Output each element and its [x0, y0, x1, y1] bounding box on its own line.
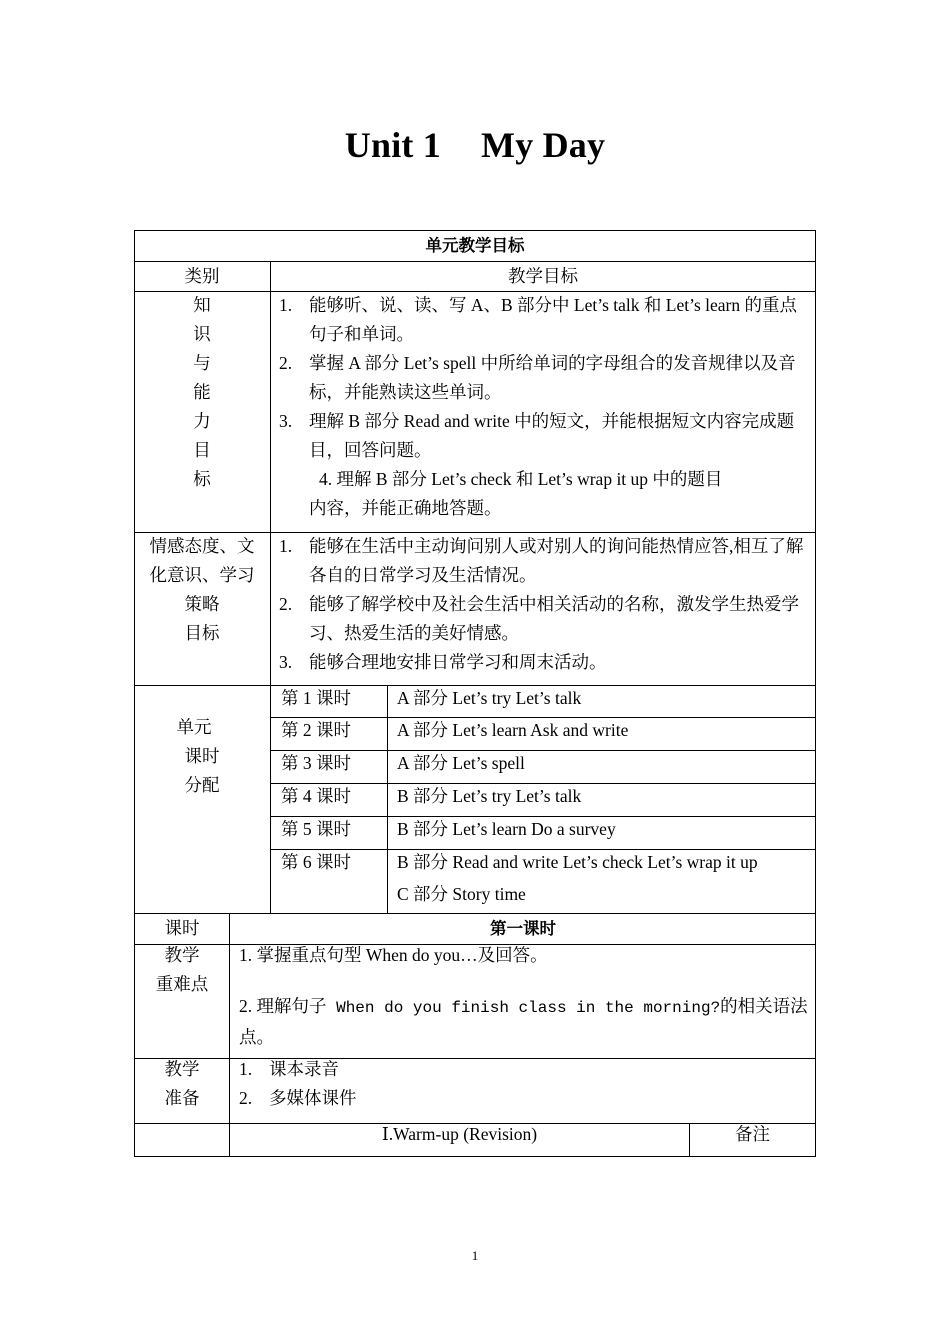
list-item: 1. 课本录音: [239, 1059, 339, 1079]
prep-content: [231, 1055, 811, 1113]
keypoint-2: 2. 理解句子 When do you finish class in the morning?的相关语法点。: [239, 996, 808, 1047]
knowledge-goals: [271, 291, 811, 523]
period-label: 课时: [164, 918, 200, 938]
schedule-label: 单元 课时 分配: [176, 717, 220, 795]
affective-label: 情感态度、文 化意识、学习 策略 目标: [149, 536, 255, 643]
period-5: 第 5 课时: [281, 819, 351, 839]
list-item: 2. 多媒体课件: [239, 1088, 357, 1108]
keypoints-content: [239, 941, 811, 1052]
keypoint-1: 1. 掌握重点句型 When do you…及回答。: [239, 945, 548, 965]
period-3: 第 3 课时: [281, 753, 351, 773]
period-2-content: A 部分 Let’s learn Ask and write: [397, 720, 629, 740]
period-4: 第 4 课时: [281, 786, 351, 806]
period-6: 第 6 课时: [281, 852, 351, 872]
list-item: 3. 理解 B 部分 Read and write 中的短文，并能根据短文内容完成题目，回答问题。: [279, 411, 795, 460]
period-6-content: B 部分 Read and write Let’s check Let’s wrap it up C 部分 Story time: [397, 852, 758, 904]
knowledge-label: 知 识 与 能 力 目 标: [193, 295, 211, 489]
list-item: 2. 掌握 A 部分 Let’s spell 中所给单词的字母组合的发音规律以及音标，并能熟读这些单词。: [279, 353, 796, 402]
period-4-content: B 部分 Let’s try Let’s talk: [397, 786, 582, 806]
list-item: 1. 能够听、说、读、写 A、B 部分中 Let’s talk 和 Let’s learn 的重点句子和单词。: [279, 295, 798, 344]
goal-header: 教学目标: [508, 266, 578, 286]
category-header: 类别: [184, 266, 220, 286]
affective-goals: [271, 532, 811, 677]
prep-label: 教学 准备: [164, 1059, 200, 1108]
period-2: 第 2 课时: [281, 720, 351, 740]
unit-goals-heading: 单元教学目标: [425, 236, 525, 255]
list-item: 3. 能够合理地安排日常学习和周末活动。: [279, 652, 607, 672]
keypoints-label: 教学 重难点: [155, 945, 209, 994]
notes-header: 备注: [735, 1124, 770, 1144]
document-title: Unit 1 My Day: [344, 125, 606, 165]
period-3-content: A 部分 Let’s spell: [397, 753, 525, 773]
list-item-continuation: 内容，并能正确地答题。: [309, 498, 502, 518]
list-item: 2. 能够了解学校中及社会生活中相关活动的名称，激发学生热爱学习、热爱生活的美好情感。: [279, 594, 799, 643]
period-1: 第 1 课时: [281, 688, 351, 708]
period-1-content: A 部分 Let’s try Let’s talk: [397, 688, 582, 708]
lesson-title: 第一课时: [490, 919, 556, 938]
warmup-heading: Ⅰ.Warm-up (Revision): [381, 1124, 538, 1144]
list-item: 4. 理解 B 部分 Let’s check 和 Let’s wrap it up 中的题目: [319, 469, 723, 489]
list-item: 1. 能够在生活中主动询问别人或对别人的询问能热情应答,相互了解各自的日常学习及生活情况。: [279, 536, 804, 585]
page-number: 1: [471, 1248, 479, 1263]
period-5-content: B 部分 Let’s learn Do a survey: [397, 819, 616, 839]
